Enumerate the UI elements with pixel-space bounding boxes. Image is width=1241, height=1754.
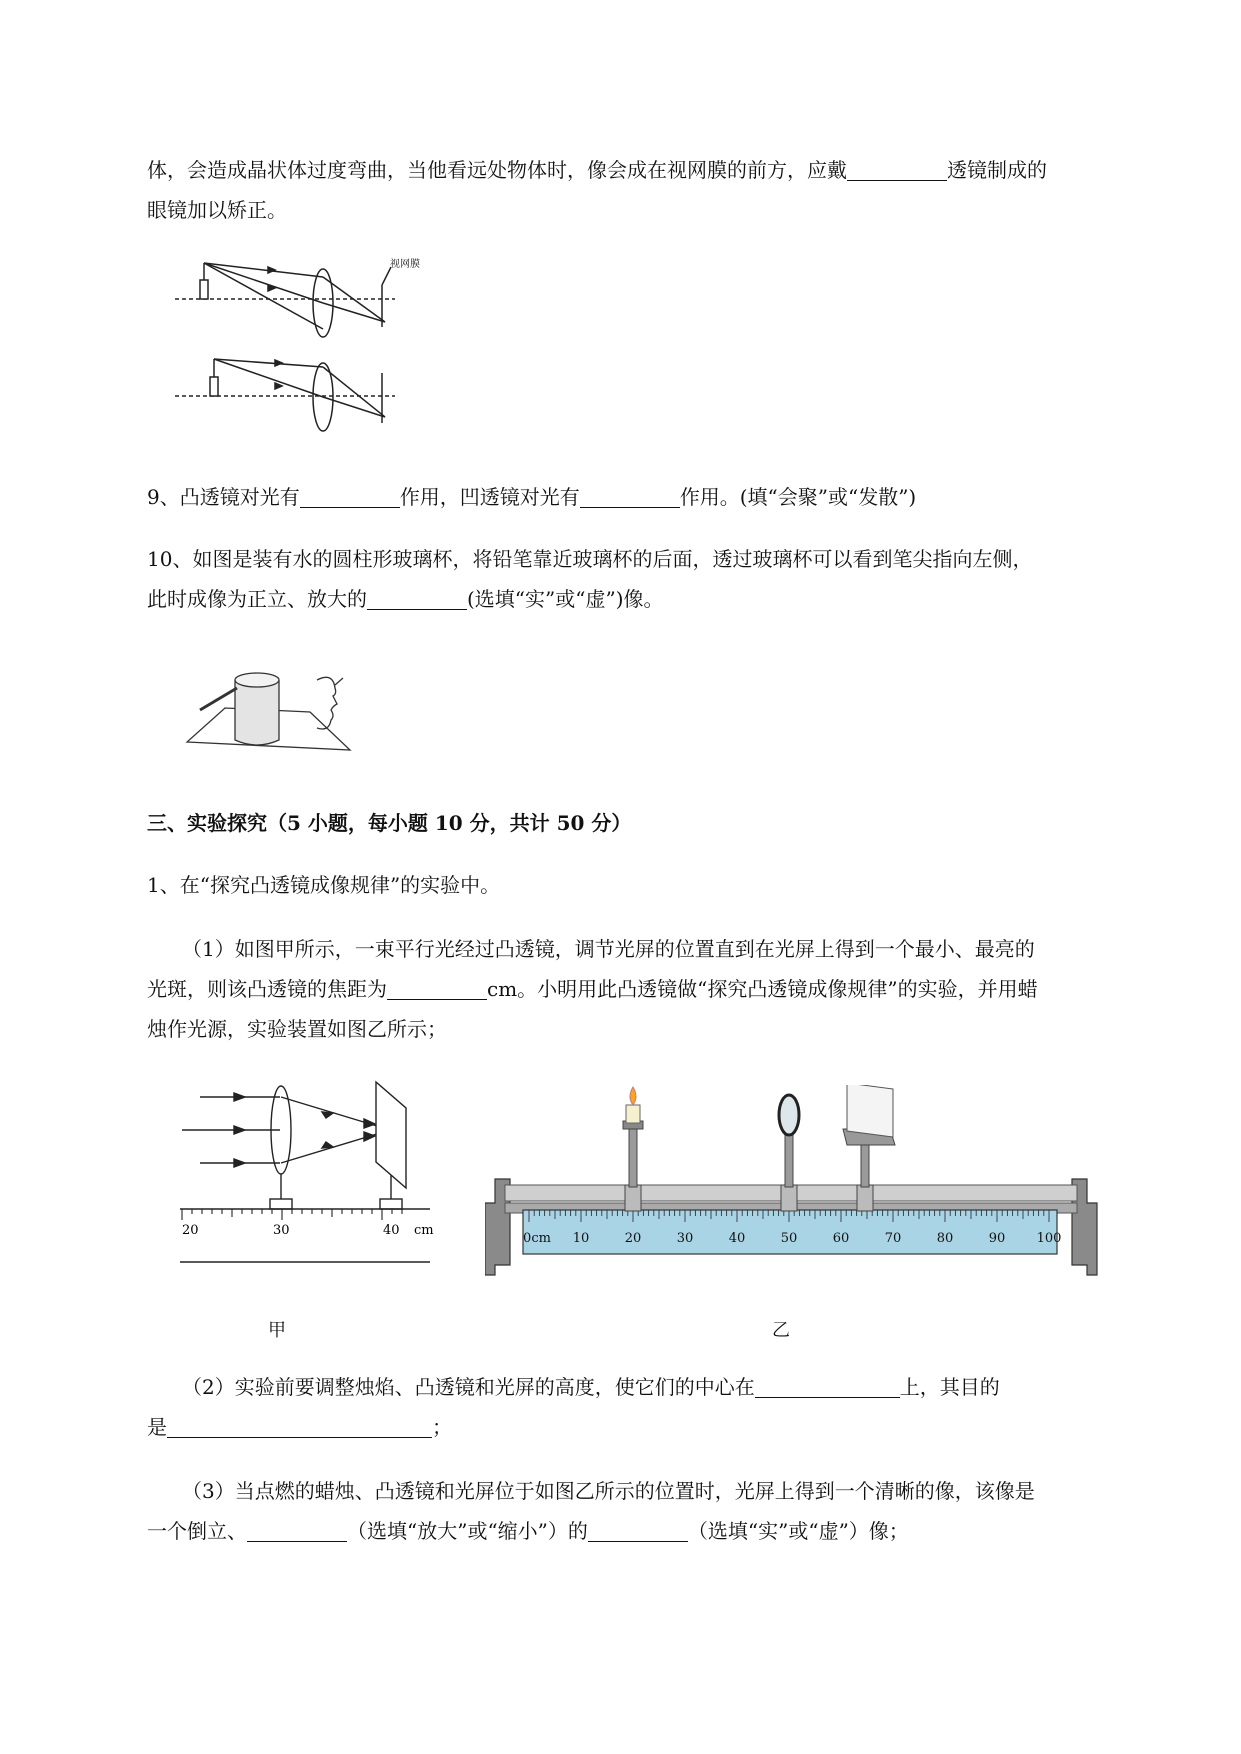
e1-p2-blank-1[interactable] <box>755 1373 900 1398</box>
figure-jia-caption: 甲 <box>268 1320 286 1341</box>
e1-p1-line2: 光斑，则该凸透镜的焦距为 cm。小明用此凸透镜做“探究凸透镜成像规律”的实验，并用蜡 <box>147 977 1038 1001</box>
q8-line2: 眼镜加以矫正。 <box>147 198 287 222</box>
q9-line: 9、凸透镜对光有 作用，凹透镜对光有 作用。(填“会聚”或“发散”) <box>147 485 917 509</box>
glass-cup-illustration <box>185 660 385 760</box>
figure-yi-caption: 乙 <box>772 1320 790 1341</box>
yi-tick-label-80: 80 <box>936 1231 954 1246</box>
figure-jia <box>170 1080 440 1280</box>
yi-tick-label-70: 70 <box>884 1231 902 1246</box>
q10-line2: 此时成像为正立、放大的 (选填“实”或“虚”)像。 <box>147 587 664 611</box>
yi-tick-label-20: 20 <box>624 1231 642 1246</box>
jia-tick-label-20: 20 <box>182 1223 199 1238</box>
lens <box>779 1095 799 1211</box>
myopia-diagram <box>170 255 420 445</box>
q10-blank[interactable] <box>367 585 467 610</box>
e1-p2-line2: 是 ； <box>147 1415 452 1439</box>
q10-line1: 10、如图是装有水的圆柱形玻璃杯，将铅笔靠近玻璃杯的后面，透过玻璃杯可以看到笔尖指向左侧， <box>147 547 1033 571</box>
yi-tick-label-0: 0cm <box>523 1231 551 1246</box>
e1-focal-length-blank[interactable] <box>387 975 487 1000</box>
retina-label: 视网膜 <box>390 259 420 270</box>
section-heading: 三、实验探究（5 小题，每小题 10 分，共计 50 分） <box>147 811 632 835</box>
q9-blank-2[interactable] <box>580 483 680 508</box>
figure-yi-optical-bench <box>485 1085 1105 1285</box>
yi-tick-label-50: 50 <box>780 1231 798 1246</box>
q8-line1: 体，会造成晶状体过度弯曲，当他看远处物体时，像会成在视网膜的前方，应戴 透镜制成的 <box>147 158 1047 182</box>
yi-tick-label-60: 60 <box>832 1231 850 1246</box>
e1-p2-line1: （2）实验前要调整烛焰、凸透镜和光屏的高度，使它们的中心在 上，其目的 <box>182 1375 1000 1399</box>
e1-p3-blank-2[interactable] <box>588 1517 688 1542</box>
yi-tick-label-90: 90 <box>988 1231 1006 1246</box>
e1-p3-blank-1[interactable] <box>247 1517 347 1542</box>
yi-tick-label-40: 40 <box>728 1231 746 1246</box>
yi-tick-label-100: 100 <box>1036 1231 1062 1246</box>
e1-intro: 1、在“探究凸透镜成像规律”的实验中。 <box>147 873 501 897</box>
e1-p1-line1: （1）如图甲所示，一束平行光经过凸透镜，调节光屏的位置直到在光屏上得到一个最小、最亮的 <box>182 937 1035 961</box>
jia-tick-label-30: 30 <box>273 1223 290 1238</box>
q9-blank-1[interactable] <box>300 483 400 508</box>
jia-unit-label: cm <box>414 1223 434 1238</box>
jia-tick-label-40: 40 <box>383 1223 400 1238</box>
e1-p3-line2: 一个倒立、 （选填“放大”或“缩小”）的 （选填“实”或“虚”）像； <box>147 1519 909 1543</box>
e1-p1-line3: 烛作光源，实验装置如图乙所示； <box>147 1017 447 1041</box>
e1-p2-blank-2[interactable] <box>167 1413 432 1438</box>
yi-tick-label-10: 10 <box>572 1231 590 1246</box>
yi-tick-label-30: 30 <box>676 1231 694 1246</box>
q8-answer-blank[interactable] <box>847 156 947 181</box>
candle <box>623 1087 643 1211</box>
e1-p3-line1: （3）当点燃的蜡烛、凸透镜和光屏位于如图乙所示的位置时，光屏上得到一个清晰的像，该像是 <box>182 1479 1035 1503</box>
